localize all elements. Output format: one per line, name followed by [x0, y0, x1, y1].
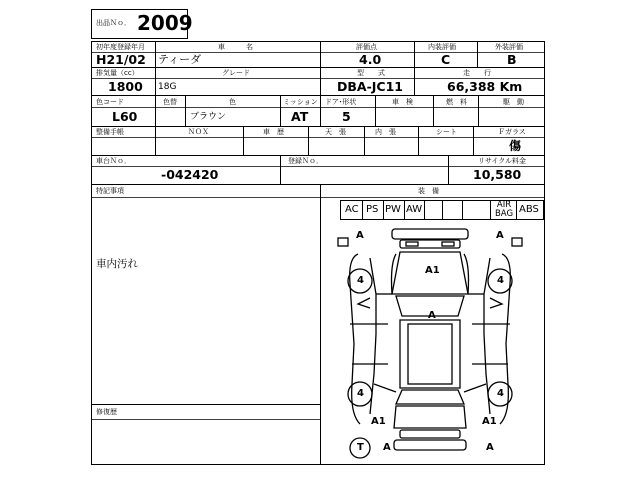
color-change-label: 色替: [163, 98, 177, 106]
mark-hood: A1: [425, 265, 440, 276]
grade-value: 18G: [158, 82, 177, 92]
chassis-number-value: -042420: [161, 167, 219, 182]
lot-number-label: 出品Ｎｏ．: [96, 19, 131, 27]
mark-left-front-wheel: 4: [357, 275, 364, 286]
exterior-grade-label: 外装評価: [495, 43, 523, 51]
mileage-label: 走 行: [463, 69, 491, 77]
recycle-fee-value: 10,580: [473, 167, 522, 182]
transmission-label: ミッション: [283, 98, 318, 106]
displacement-value: 1800: [108, 79, 143, 94]
remarks-label: 特記事項: [96, 187, 124, 195]
mark-roof: A: [428, 310, 436, 321]
mark-right-rear-wheel: 4: [497, 388, 504, 399]
drive-label: 駆 動: [503, 98, 524, 106]
score-label: 評価点: [356, 43, 377, 51]
equipment-airbag: AIR BAG: [494, 200, 514, 219]
color-code-value: L60: [112, 109, 138, 124]
car-damage-diagram: [330, 224, 530, 460]
mark-rear-right: A1: [482, 416, 497, 427]
interior-trim-label: 内 張: [375, 128, 396, 136]
mileage-value: 66,388 Km: [447, 79, 523, 94]
equipment-aw: AW: [406, 204, 423, 215]
interior-grade-label: 内装評価: [428, 43, 456, 51]
equipment-label: 装 備: [418, 187, 439, 195]
equipment-ps: PS: [366, 204, 379, 215]
first-registration-value: H21/02: [96, 52, 146, 67]
transmission-value: AT: [291, 109, 309, 124]
windshield-label: Ｆガラス: [498, 128, 526, 136]
score-value: 4.0: [359, 52, 382, 67]
mark-right-front-wheel: 4: [497, 275, 504, 286]
model-value: DBA-JC11: [337, 79, 403, 94]
equipment-pw: PW: [385, 204, 401, 215]
color-label: 色: [229, 98, 236, 106]
first-registration-label: 初年度登録年月: [96, 43, 145, 51]
grade-label: グレード: [222, 69, 250, 77]
remark-text: 車内汚れ: [96, 258, 138, 270]
car-name-label: 車 名: [218, 43, 253, 51]
mark-rear-left: A1: [371, 416, 386, 427]
doors-label: ドア･形状: [325, 98, 357, 106]
nox-label: ＮＯＸ: [188, 128, 209, 136]
displacement-label: 排気量（cc）: [96, 69, 139, 77]
mark-front-right: A: [496, 230, 504, 241]
mark-tire: T: [357, 442, 364, 453]
doors-value: 5: [342, 109, 351, 124]
recycle-fee-label: リサイクル料金: [478, 157, 527, 165]
windshield-value: 傷: [509, 139, 522, 153]
mark-bottom-left: A: [383, 442, 391, 453]
model-label: 型 式: [357, 69, 385, 77]
car-name-value: ティーダ: [158, 53, 202, 66]
color-code-label: 色コード: [96, 98, 124, 106]
repair-history-label: 修復歴: [96, 408, 117, 416]
color-value: ブラウン: [190, 112, 227, 122]
registration-number-label: 登録Ｎｏ．: [288, 157, 323, 165]
equipment-abs: ABS: [519, 204, 539, 215]
lot-number: 2009: [137, 11, 193, 35]
service-manual-label: 整備手帳: [96, 128, 124, 136]
headliner-label: 天 張: [325, 128, 346, 136]
mark-left-rear-wheel: 4: [357, 388, 364, 399]
mark-front-left: A: [356, 230, 364, 241]
inspection-label: 車 検: [392, 98, 413, 106]
chassis-number-label: 車台Ｎｏ．: [96, 157, 131, 165]
mark-bottom-right: A: [486, 442, 494, 453]
interior-grade-value: C: [441, 52, 451, 67]
seat-label: シート: [436, 128, 457, 136]
car-history-label: 車 歴: [263, 128, 284, 136]
exterior-grade-value: B: [507, 52, 517, 67]
equipment-ac: AC: [345, 204, 359, 215]
fuel-label: 燃 料: [446, 98, 467, 106]
